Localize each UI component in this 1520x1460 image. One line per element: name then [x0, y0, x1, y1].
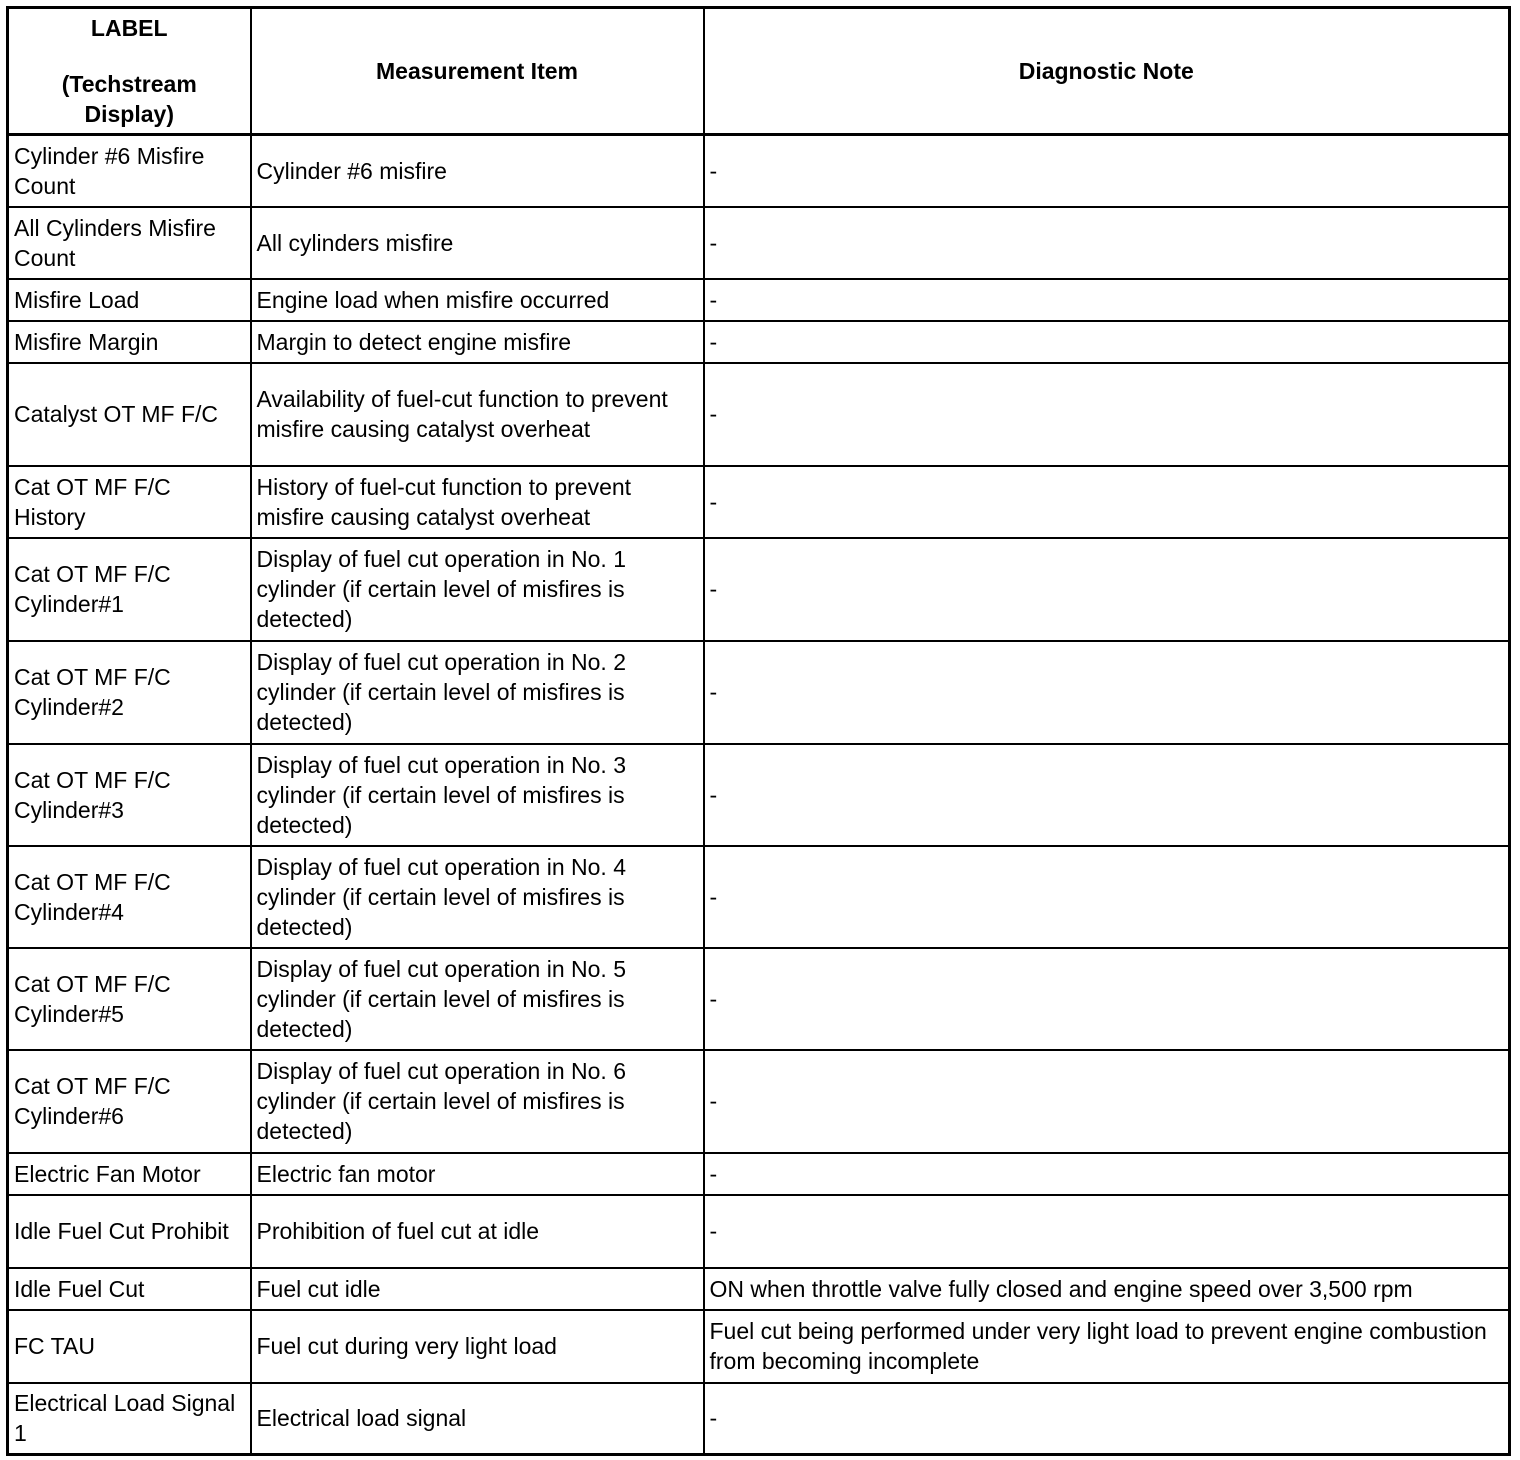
row-diagnostic-note: - [704, 538, 1510, 641]
row-label: Misfire Load [8, 279, 251, 321]
row-diagnostic-note: - [704, 1383, 1510, 1455]
row-diagnostic-note: - [704, 1050, 1510, 1153]
row-label: Idle Fuel Cut [8, 1268, 251, 1310]
table-row [8, 207, 1510, 279]
row-measurement-item: Electric fan motor [251, 1153, 704, 1195]
row-diagnostic-note: - [704, 744, 1510, 846]
row-measurement-item: Cylinder #6 misfire [251, 135, 704, 207]
table-row [8, 321, 1510, 363]
row-label: Electric Fan Motor [8, 1153, 251, 1195]
row-label: Cat OT MF F/C Cylinder#6 [8, 1050, 251, 1153]
header-label-line2: (Techstream [61, 71, 197, 97]
row-measurement-item: Display of fuel cut operation in No. 2 cylinder (if certain level of misfires is detected) [251, 641, 704, 744]
row-measurement-item: Margin to detect engine misfire [251, 321, 704, 363]
row-diagnostic-note: - [704, 1153, 1510, 1195]
row-measurement-item: History of fuel-cut function to prevent misfire causing catalyst overheat [251, 466, 704, 538]
table-row [8, 279, 1510, 321]
row-diagnostic-note: - [704, 135, 1510, 207]
row-diagnostic-note: - [704, 321, 1510, 363]
row-measurement-item: Availability of fuel-cut function to prevent misfire causing catalyst overheat [251, 363, 704, 466]
row-measurement-item: Electrical load signal [251, 1383, 704, 1455]
row-measurement-item: Engine load when misfire occurred [251, 279, 704, 321]
row-diagnostic-note: - [704, 846, 1510, 948]
row-diagnostic-note: - [704, 1195, 1510, 1268]
table-row [8, 466, 1510, 538]
table-row [8, 135, 1510, 207]
table-row [8, 641, 1510, 744]
row-measurement-item: All cylinders misfire [251, 207, 704, 279]
row-diagnostic-note: - [704, 466, 1510, 538]
row-label: Misfire Margin [8, 321, 251, 363]
row-label: FC TAU [8, 1310, 251, 1383]
row-label: Cat OT MF F/C Cylinder#2 [8, 641, 251, 744]
row-label: Cylinder #6 Misfire Count [8, 135, 251, 207]
data-list-table [6, 6, 1511, 1456]
header-label-line1: LABEL [90, 15, 168, 41]
row-diagnostic-note: - [704, 363, 1510, 466]
row-label: Idle Fuel Cut Prohibit [8, 1195, 251, 1268]
table-row [8, 1268, 1510, 1310]
table-row [8, 1310, 1510, 1383]
header-diagnostic-note: Diagnostic Note [704, 8, 1510, 135]
row-measurement-item: Fuel cut idle [251, 1268, 704, 1310]
header-measurement-item: Measurement Item [251, 8, 704, 135]
row-label: Electrical Load Signal 1 [8, 1383, 251, 1455]
header-label-line3: Display) [84, 101, 174, 127]
row-measurement-item: Prohibition of fuel cut at idle [251, 1195, 704, 1268]
row-measurement-item: Display of fuel cut operation in No. 5 cylinder (if certain level of misfires is detected) [251, 948, 704, 1050]
header-label [8, 8, 251, 135]
row-label: Cat OT MF F/C Cylinder#3 [8, 744, 251, 846]
row-diagnostic-note: - [704, 948, 1510, 1050]
row-label: Cat OT MF F/C History [8, 466, 251, 538]
table-row [8, 846, 1510, 948]
row-label: Cat OT MF F/C Cylinder#5 [8, 948, 251, 1050]
row-diagnostic-note: - [704, 641, 1510, 744]
row-measurement-item: Display of fuel cut operation in No. 6 cylinder (if certain level of misfires is detected) [251, 1050, 704, 1153]
table-row [8, 538, 1510, 641]
row-label: Cat OT MF F/C Cylinder#4 [8, 846, 251, 948]
header-row [8, 8, 1510, 135]
row-measurement-item: Display of fuel cut operation in No. 4 cylinder (if certain level of misfires is detected) [251, 846, 704, 948]
row-measurement-item: Display of fuel cut operation in No. 1 cylinder (if certain level of misfires is detected) [251, 538, 704, 641]
table-row [8, 1195, 1510, 1268]
row-measurement-item: Display of fuel cut operation in No. 3 cylinder (if certain level of misfires is detected) [251, 744, 704, 846]
row-diagnostic-note: - [704, 207, 1510, 279]
row-diagnostic-note: - [704, 279, 1510, 321]
table-row [8, 1383, 1510, 1455]
row-label: Cat OT MF F/C Cylinder#1 [8, 538, 251, 641]
row-measurement-item: Fuel cut during very light load [251, 1310, 704, 1383]
row-label: All Cylinders Misfire Count [8, 207, 251, 279]
row-diagnostic-note: ON when throttle valve fully closed and engine speed over 3,500 rpm [704, 1268, 1510, 1310]
row-label: Catalyst OT MF F/C [8, 363, 251, 466]
row-diagnostic-note: Fuel cut being performed under very light load to prevent engine combustion from becoming incomplete [704, 1310, 1510, 1383]
table-row [8, 363, 1510, 466]
table-row [8, 1153, 1510, 1195]
table-row [8, 948, 1510, 1050]
table-row [8, 1050, 1510, 1153]
table-row [8, 744, 1510, 846]
